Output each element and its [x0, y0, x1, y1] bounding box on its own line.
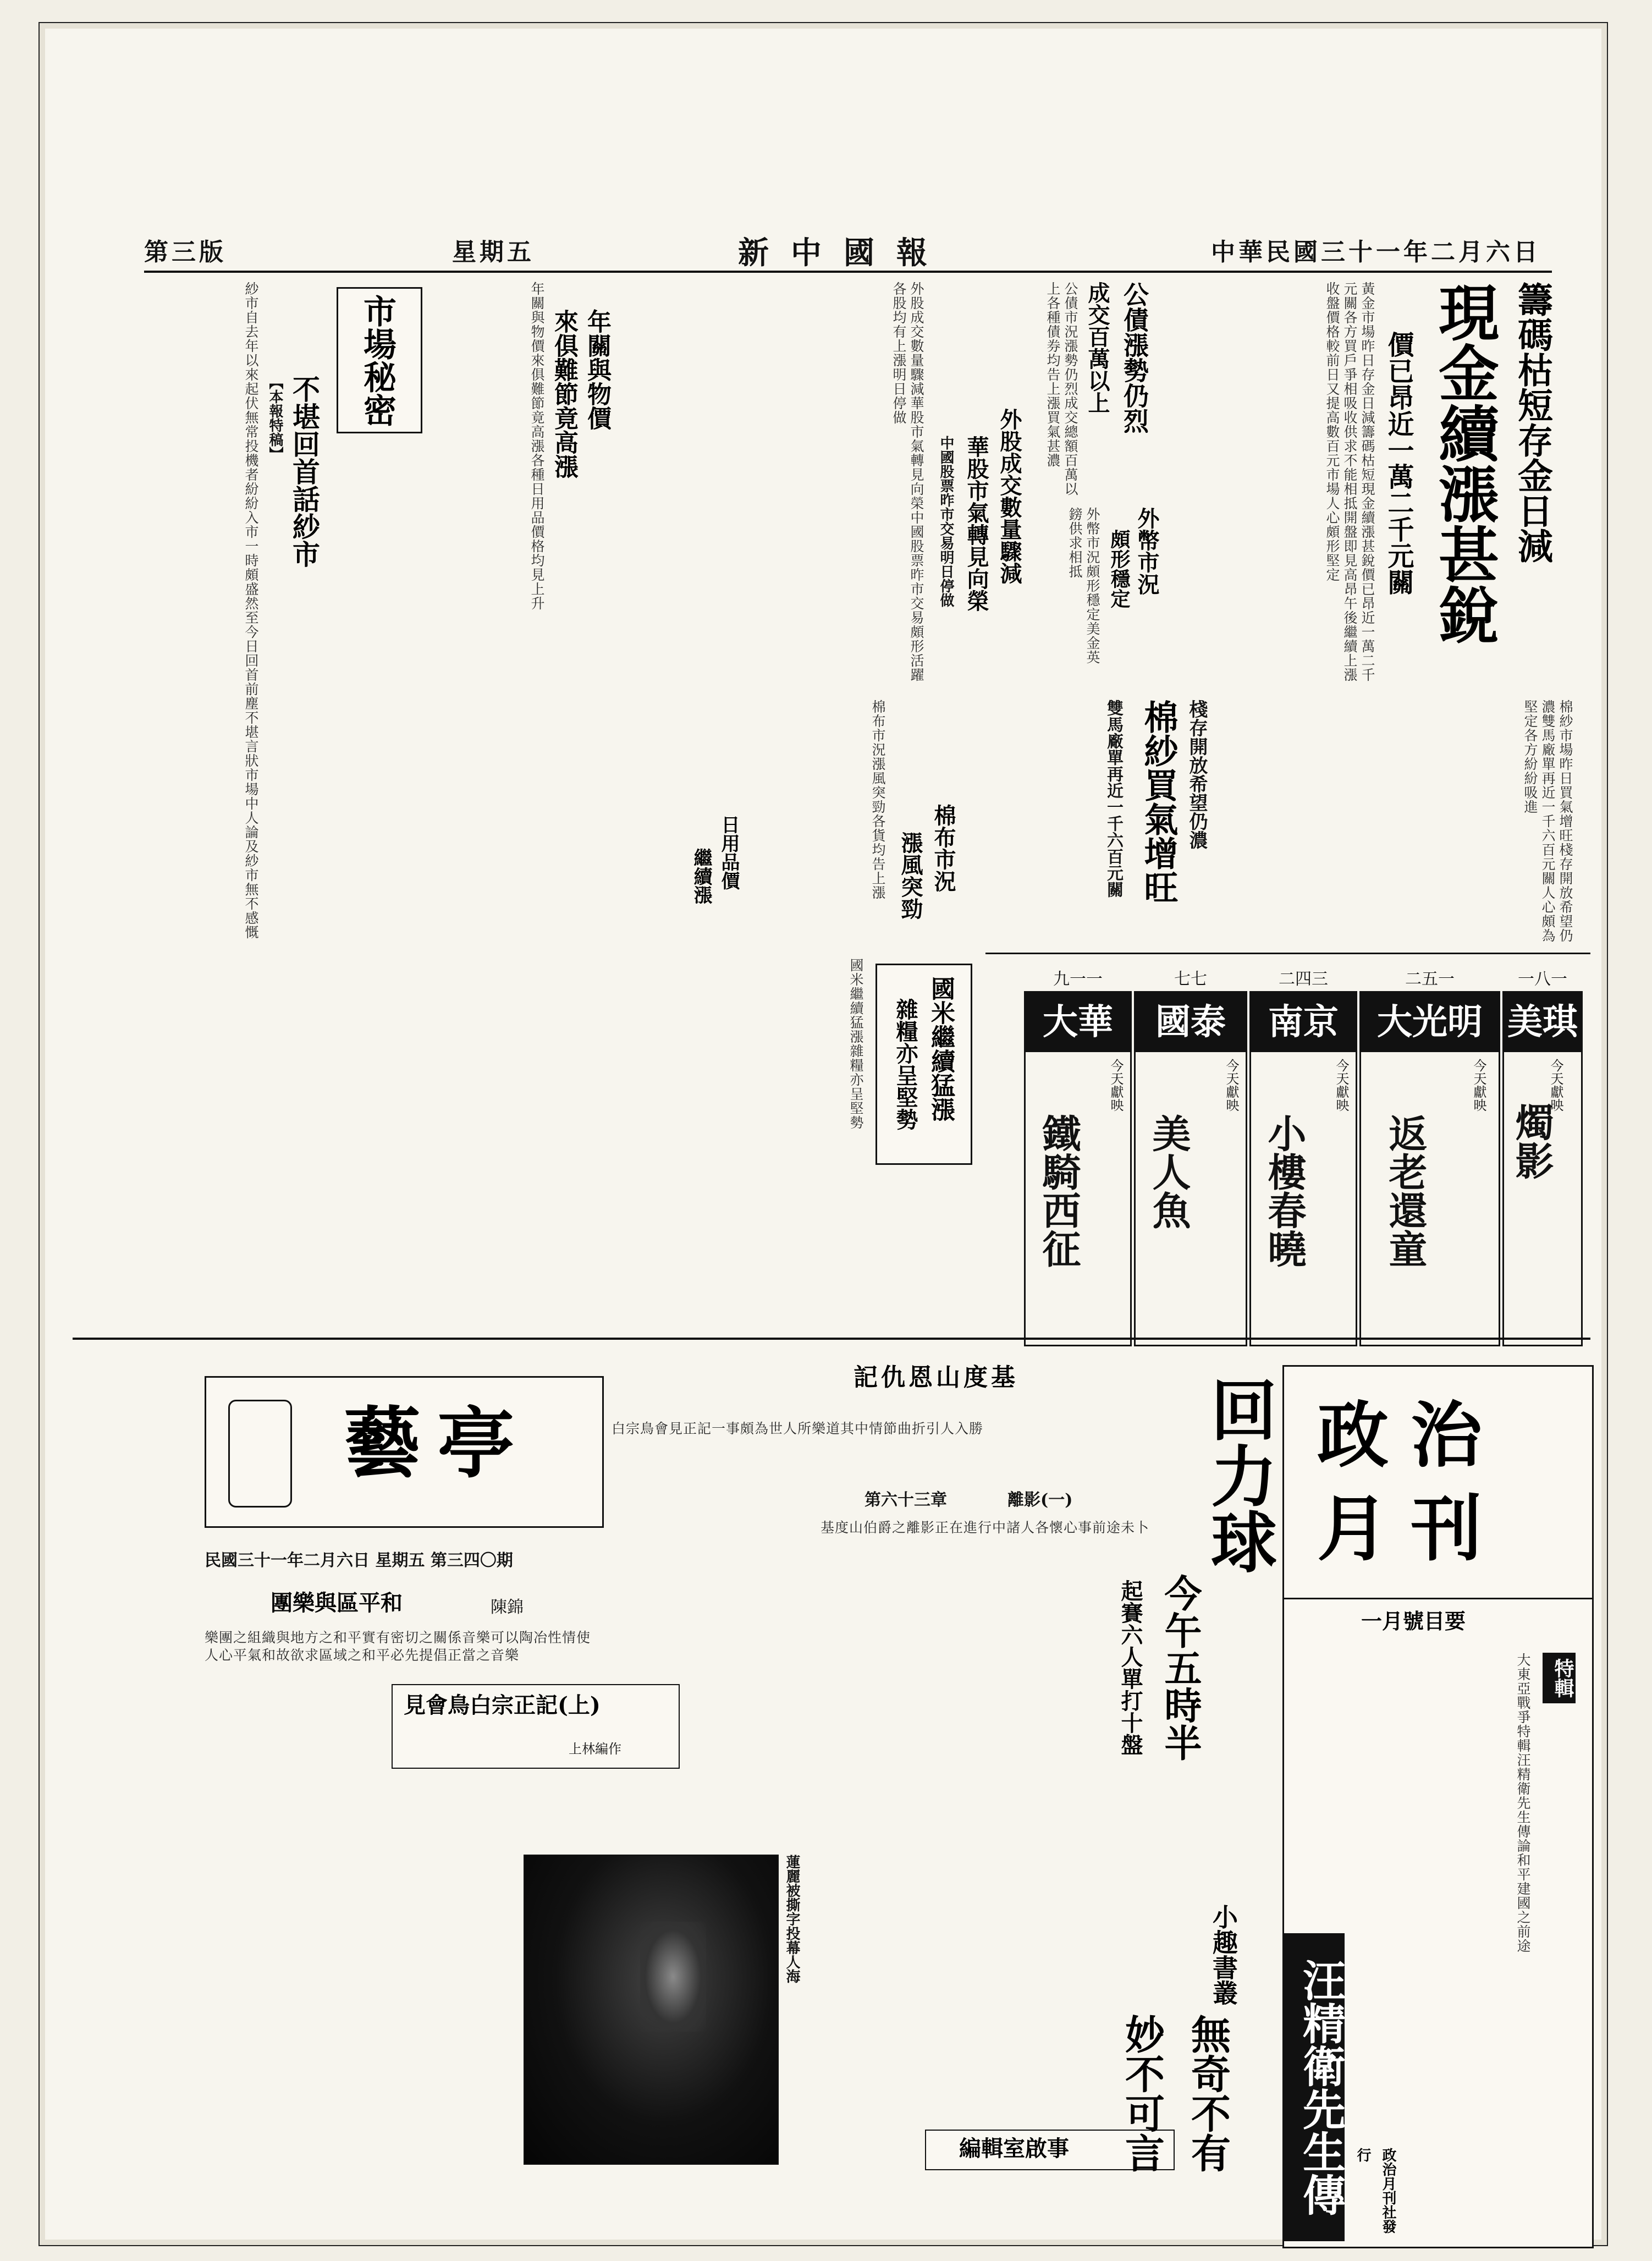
magazine-contents: 大東亞戰爭特輯汪精衛先生傳論和平建國之前途 [1515, 1653, 1531, 1953]
supplement-title: 藝亭 [344, 1399, 531, 1489]
cotton-subheadline: 雙馬廠單再近一千六百元關 [1104, 700, 1123, 898]
rice-headline: 國米繼續猛漲 [927, 976, 955, 1121]
film-title: 小樓春曉 [1262, 1114, 1307, 1268]
magazine-special: 特輯 [1543, 1653, 1576, 1703]
film-title: 返老還童 [1383, 1114, 1428, 1268]
cinema-name: 大華 [1026, 993, 1130, 1052]
stocks-article-body: 外股成交數量驟減華股市氣轉見向榮中國股票昨市交易頗形活躍各股均有上漲明日停做 [891, 282, 924, 682]
stocks-headline: 外股成交數量驟減 [996, 408, 1022, 584]
sport-title: 回力球 [1200, 1376, 1277, 1574]
supplement-issue: 民國三十一年二月六日 星期五 第三四〇期 [205, 1551, 513, 1570]
forex-headline: 外幣市況 [1134, 507, 1160, 595]
main-article-body: 黃金市場昨日存金日減籌碼枯短現金續漲甚銳價已昂近一萬二千元關各方買戶爭相吸收供求不能相抵開盤即見高昂午後繼續上漲收盤價格較前日又提高數百元市場人心頗形堅定 [1324, 282, 1375, 682]
cinema-name: 大光明 [1361, 993, 1499, 1052]
rice-article-body: 國米繼續猛漲雜糧亦呈堅勢 [848, 958, 864, 1130]
cotton-kicker: 棧存開放希望仍濃 [1186, 700, 1208, 849]
rice-headline-box [875, 964, 972, 1165]
serial-subtitle: 離影(一) [1007, 1490, 1073, 1510]
bond-article-body: 公債市況漲勢仍烈成交總額百萬以上各種債券均告上漲買氣甚濃 [1045, 282, 1078, 496]
magazine-issue: 一月號目要 [1361, 1609, 1466, 1633]
forex-subheadline: 頗形穩定 [1108, 529, 1131, 608]
serial-title: 記仇恩山度基 [853, 1363, 1018, 1391]
portrait-photo [524, 1855, 779, 2165]
prices-subheadline: 來俱難節竟高漲 [550, 309, 578, 478]
article2-byline: 上林編作 [569, 1741, 621, 1757]
date-label: 中華民國三十一年二月六日 [1211, 238, 1541, 266]
cinema-meiqi: 一八一 美琪 今天獻映 燭影 [1502, 991, 1583, 1346]
prices-article-body: 年關與物價來俱難節竟高漲各種日用品價格均見上升 [529, 282, 545, 610]
article1-title: 團樂與區平和 [271, 1590, 403, 1616]
photo-caption: 蓮麗被撕字投幕人海 [784, 1855, 800, 1983]
cloth-headline: 棉布市況 [930, 804, 956, 892]
main-headline: 現金續漲甚銳 [1429, 282, 1500, 645]
film-title: 美人魚 [1146, 1114, 1192, 1229]
magazine-title: 政治月刊 [1317, 1393, 1505, 1571]
prices-headline: 年關與物價 [583, 309, 611, 430]
magazine-ad [1282, 1365, 1594, 2248]
sport-detail: 起賽六人單打十盤 [1117, 1580, 1143, 1756]
column-title-box [337, 287, 422, 433]
book1-title: 無奇不有 [1185, 2014, 1231, 2172]
book-series-label: 小趣書叢 [1209, 1904, 1238, 2005]
article1-byline: 陳錦 [491, 1598, 524, 1617]
cloth-subheadline: 漲風突勁 [897, 832, 923, 920]
forex-article-body: 外幣市況頗形穩定美金英鎊供求相抵 [1067, 507, 1100, 664]
cloth-article-body: 棉布市況漲風突勁各貨均告上漲 [870, 700, 886, 900]
column-byline: 【本報特稿】 [267, 375, 283, 461]
bond-headline: 公債漲勢仍烈 [1120, 282, 1149, 433]
cinema-nanjing: 二四三 南京 今天獻映 小樓春曉 [1249, 991, 1357, 1346]
magazine-feature: 汪精衛先生傳 [1284, 1933, 1345, 2241]
film-title: 燭影 [1509, 1103, 1555, 1180]
film-title: 鐵騎西征 [1036, 1114, 1082, 1268]
daily-subheadline: 繼續漲 [690, 848, 712, 904]
magazine-publisher: 政治月刊社發行 [1354, 2148, 1396, 2234]
cotton-article-body: 棉紗市場昨日買氣增旺棧存開放希望仍濃雙馬廠單再近一千六百元關人心頗為堅定各方紛紛吸進 [1522, 700, 1573, 943]
section-divider [73, 1338, 1590, 1340]
serial-chapter: 第六十三章 [864, 1490, 947, 1510]
cinema-name: 南京 [1251, 993, 1356, 1052]
cotton-headline: 棉紗買氣增旺 [1138, 700, 1179, 904]
kicker-headline: 籌碼枯短存金日減 [1512, 282, 1553, 563]
article2-title: 見會鳥白宗正記(上) [404, 1692, 601, 1718]
page-header [144, 227, 1552, 273]
newspaper-page [38, 22, 1608, 2246]
column-headline: 不堪回首話紗市 [288, 375, 321, 568]
sport-time: 今午五時半 [1158, 1574, 1202, 1761]
column-title: 市場秘密 [358, 294, 397, 426]
edition-label: 第三版 [144, 238, 227, 266]
masthead: 新中國報 [738, 235, 949, 271]
cinema-guotai: 七七 國泰 今天獻映 美人魚 [1134, 991, 1247, 1346]
bond-subheadline: 成交百萬以上 [1084, 282, 1110, 414]
book2-title: 妙不可言 [1119, 2014, 1165, 2172]
cinema-name: 美琪 [1504, 993, 1581, 1052]
cinema-top-rule [985, 953, 1590, 954]
serial-body: 基度山伯爵之離影正在進行中諸人各懷心事前途未卜 [821, 1520, 1150, 1536]
cinema-daguangming: 二五一 大光明 今天獻映 返老還童 [1359, 991, 1500, 1346]
weekday-label: 星期五 [452, 238, 535, 266]
column-article-body: 紗市自去年以來起伏無常投機者紛紛入市一時頗盛然至今日回首前塵不堪言狀市場中人論及紗市無不感慨 [243, 282, 259, 939]
sub-headline: 價已昂近一萬二千元關 [1383, 331, 1414, 595]
article2-body: 白宗鳥會見正記一事頗為世人所樂道其中情節曲折引人入勝 [612, 1421, 984, 1437]
stocks-note: 中國股票昨市交易明日停做 [938, 436, 954, 607]
article1-body: 樂團之組織與地方之和平實有密切之關係音樂可以陶冶性情使人心平氣和故欲求區域之和平必先提倡正當之音樂 [205, 1630, 591, 1663]
editor-notice-title: 編輯室啟事 [959, 2136, 1069, 2161]
stocks-subheadline: 華股市氣轉見向榮 [963, 436, 989, 612]
cinema-dahua: 九一一 大華 今天獻映 鐵騎西征 [1024, 991, 1132, 1346]
cinema-name: 國泰 [1136, 993, 1246, 1052]
daily-headline: 日用品價 [718, 815, 740, 890]
rice-subheadline: 雜糧亦呈堅勢 [893, 998, 918, 1130]
supplement-masthead [205, 1376, 604, 1528]
palette-icon [228, 1400, 292, 1508]
